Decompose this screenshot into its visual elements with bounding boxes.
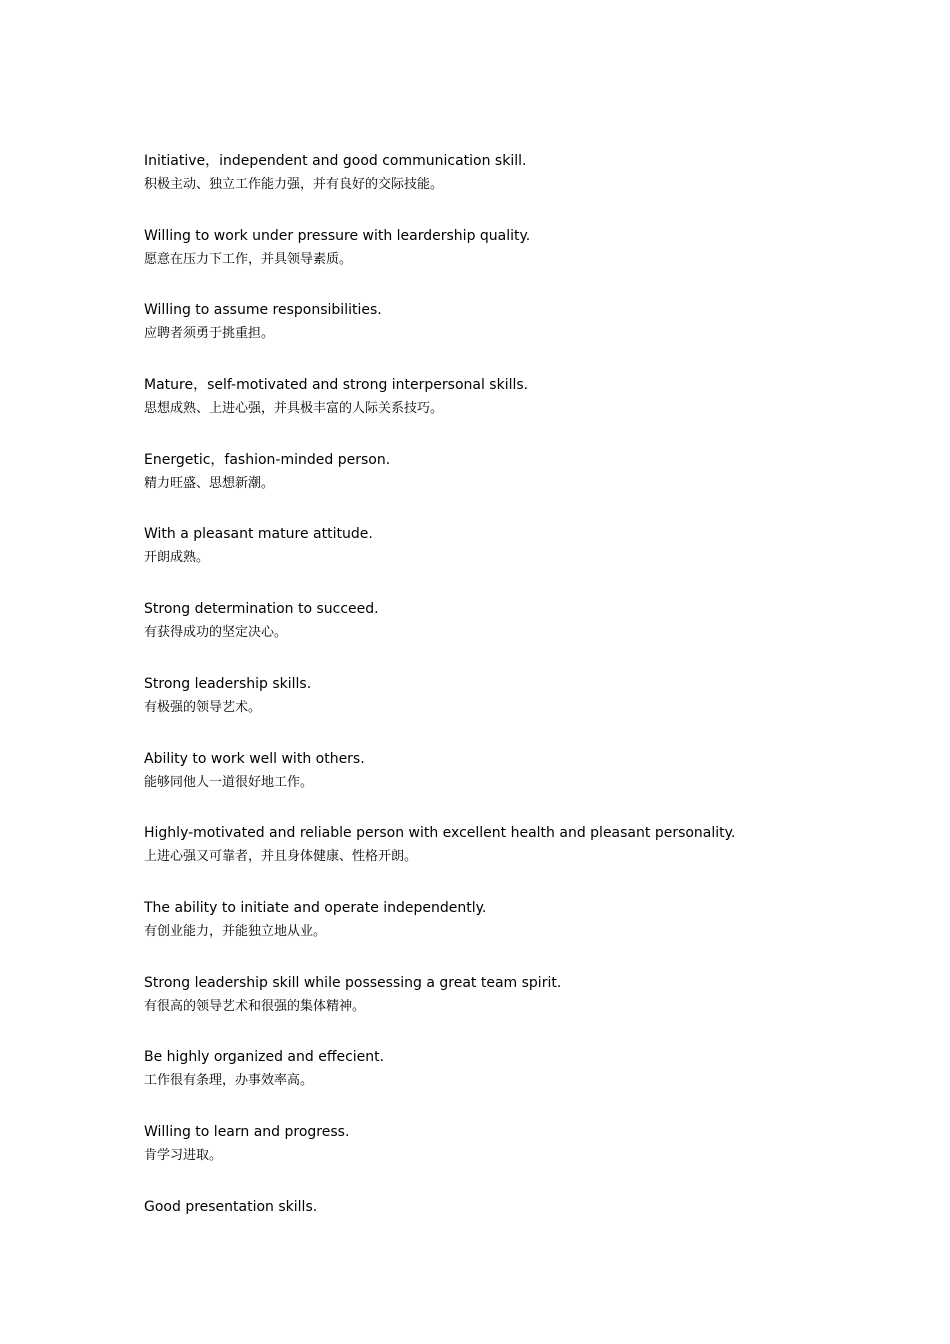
list-item [144,973,864,1048]
english-phrase: Willing to learn and progress. [144,1123,350,1140]
list-item [144,898,864,973]
english-phrase: Energetic，fashion-minded person. [144,451,391,468]
english-phrase: Good presentation skills. [144,1198,318,1215]
list-item [144,1047,864,1122]
list-item [144,450,864,525]
chinese-translation: 上进心强又可靠者，并且身体健康、性格开朗。 [144,849,418,865]
chinese-translation: 有很高的领导艺术和很强的集体精神。 [144,998,366,1014]
chinese-translation: 有创业能力，并能独立地从业。 [144,923,327,939]
list-item [144,1122,864,1197]
english-phrase: Willing to work under pressure with leardership quality. [144,227,531,244]
chinese-translation: 工作很有条理，办事效率高。 [144,1073,314,1089]
list-item [144,823,864,898]
english-phrase: With a pleasant mature attitude. [144,526,373,543]
chinese-translation: 能够同他人一道很好地工作。 [144,774,314,790]
list-item [144,1197,864,1272]
english-phrase: Initiative，independent and good communication skill. [144,153,527,169]
list-item [144,151,864,226]
english-phrase: The ability to initiate and operate independently. [144,899,487,916]
chinese-translation: 应聘者须勇于挑重担。 [144,326,275,342]
list-item [144,375,864,450]
english-phrase: Mature，self-motivated and strong interpersonal skills. [144,377,529,394]
chinese-translation: 开朗成熟。 [144,550,210,566]
list-item [144,300,864,375]
chinese-translation: 愿意在压力下工作，并具领导素质。 [144,251,353,267]
chinese-translation: 有获得成功的坚定决心。 [144,625,288,641]
english-phrase: Highly-motivated and reliable person with excellent health and pleasant personality. [144,825,736,842]
chinese-translation: 肯学习进取。 [144,1147,223,1163]
chinese-translation: 精力旺盛、思想新潮。 [144,475,275,491]
english-phrase: Strong leadership skills. [144,675,312,692]
english-phrase: Willing to assume responsibilities. [144,302,382,319]
list-item [144,524,864,599]
chinese-translation: 思想成熟、上进心强，并具极丰富的人际关系技巧。 [144,401,444,417]
list-item [144,599,864,674]
list-item [144,749,864,824]
english-phrase: Ability to work well with others. [144,750,365,767]
list-item [144,674,864,749]
list-item [144,226,864,301]
english-phrase: Strong leadership skill while possessing a great team spirit. [144,974,562,991]
english-phrase: Be highly organized and effecient. [144,1049,385,1066]
chinese-translation: 有极强的领导艺术。 [144,699,262,715]
phrase-list [144,151,864,1271]
english-phrase: Strong determination to succeed. [144,601,379,618]
chinese-translation: 积极主动、独立工作能力强，并有良好的交际技能。 [144,177,444,192]
